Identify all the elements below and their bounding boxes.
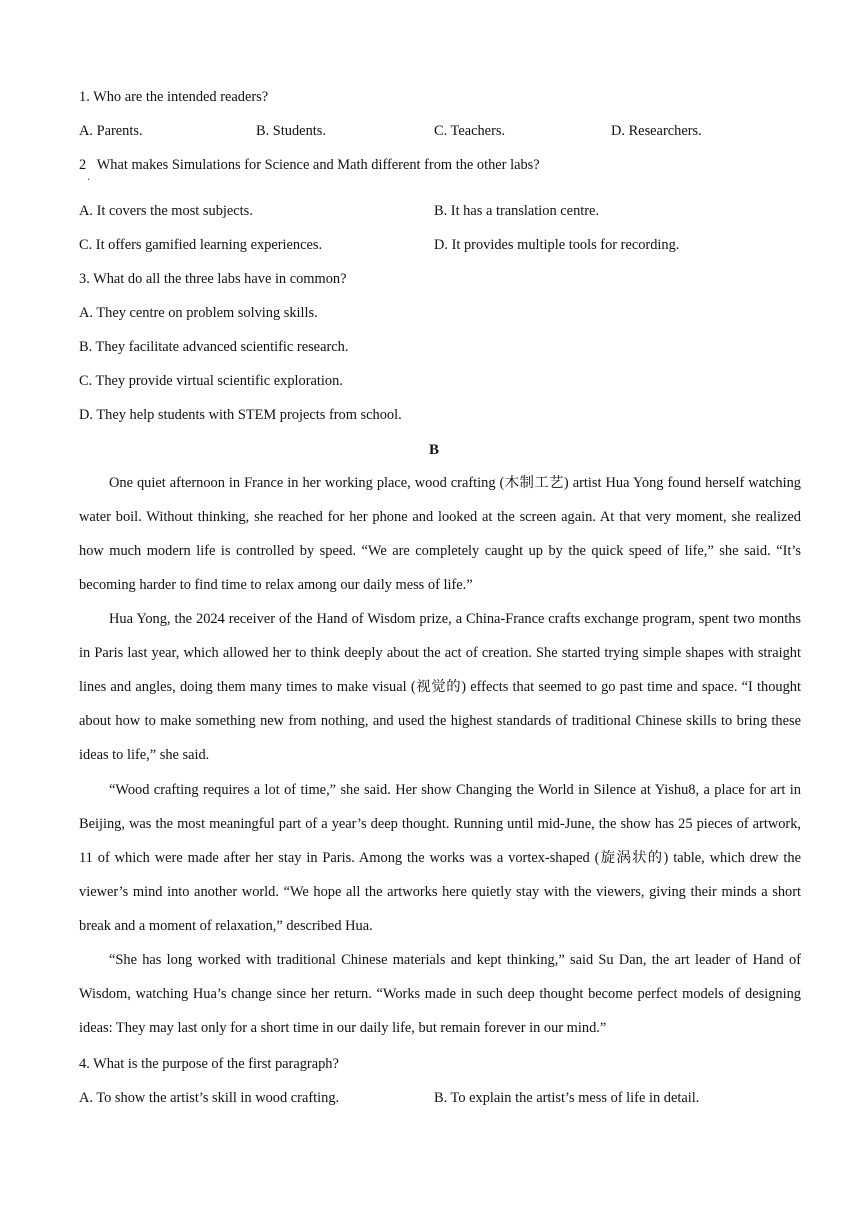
question-1-option-c: C. Teachers. (434, 123, 506, 139)
paragraph-4-text: “She has long worked with traditional Chinese materials and kept thinking,” said Su Dan, the art leader of Hand of Wisdom, watching Hua’s change since her return. “Works made in such deep thought become perfect models of designing ideas: They may last only for a short time in our daily life, but remain forever in our mind.” (79, 952, 801, 1036)
question-3-stem: 3. What do all the three labs have in common? (79, 271, 347, 287)
question-2-option-a: A. It covers the most subjects. (79, 203, 253, 219)
question-2-stem: 2 What makes Simulations for Science and Math different from the other labs? (79, 157, 540, 173)
question-4-stem: 4. What is the purpose of the first paragraph? (79, 1056, 339, 1072)
passage-paragraph-1 (79, 466, 801, 602)
question-2-option-c: C. It offers gamified learning experiences. (79, 237, 323, 253)
question-3-option-c: C. They provide virtual scientific exploration. (79, 373, 343, 389)
question-3-option-b: B. They facilitate advanced scientific research. (79, 339, 349, 355)
question-4-option-b: B. To explain the artist’s mess of life in detail. (434, 1090, 700, 1106)
question-2-option-d: D. It provides multiple tools for recording. (434, 237, 680, 253)
question-3-option-d: D. They help students with STEM projects from school. (79, 407, 402, 423)
question-2-number-dot: · (87, 175, 91, 186)
section-heading: B (428, 442, 439, 458)
passage-paragraph-4 (79, 943, 801, 1045)
question-3-option-a: A. They centre on problem solving skills. (79, 305, 318, 321)
paragraph-2-text: Hua Yong, the 2024 receiver of the Hand of Wisdom prize, a China-France crafts exchange program, spent two months in Paris last year, which allowed her to think deeply about the act of creation. She started trying simple shapes with straight lines and angles, doing them many times to make visual (视觉的) effects that seemed to go past time and space. “I thought about how to make something new from nothing, and used the highest standards of traditional Chinese skills to bring these ideas to life,” she said. (79, 611, 801, 763)
question-4-option-a: A. To show the artist’s skill in wood crafting. (79, 1090, 340, 1106)
question-1-option-a: A. Parents. (79, 123, 143, 139)
passage-paragraph-2 (79, 602, 801, 772)
paragraph-3-text: “Wood crafting requires a lot of time,” she said. Her show Changing the World in Silence at Yishu8, a place for art in Beijing, was the most meaningful part of a year’s deep thought. Running until mid-June, the show has 25 pieces of artwork, 11 of which were made after her stay in Paris. Among the works was a vortex-shaped (旋涡状的) table, which drew the viewer’s mind into another world. “We hope all the artworks here quietly stay with the viewers, giving their minds a short break and a moment of relaxation,” described Hua. (79, 782, 801, 934)
question-1-option-d: D. Researchers. (611, 123, 702, 139)
paragraph-1-text: One quiet afternoon in France in her working place, wood crafting (木制工艺) artist Hua Yong found herself watching water boil. Without thinking, she reached for her phone and looked at the screen again. At that very moment, she realized how much modern life is controlled by speed. “We are completely caught up by the quick speed of life,” she said. “It’s becoming harder to find time to relax among our daily mess of life.” (79, 475, 801, 593)
passage-paragraph-3 (79, 773, 801, 943)
question-1-option-b: B. Students. (256, 123, 326, 139)
question-2-option-b: B. It has a translation centre. (434, 203, 600, 219)
question-1-stem: 1. Who are the intended readers? (79, 89, 269, 105)
